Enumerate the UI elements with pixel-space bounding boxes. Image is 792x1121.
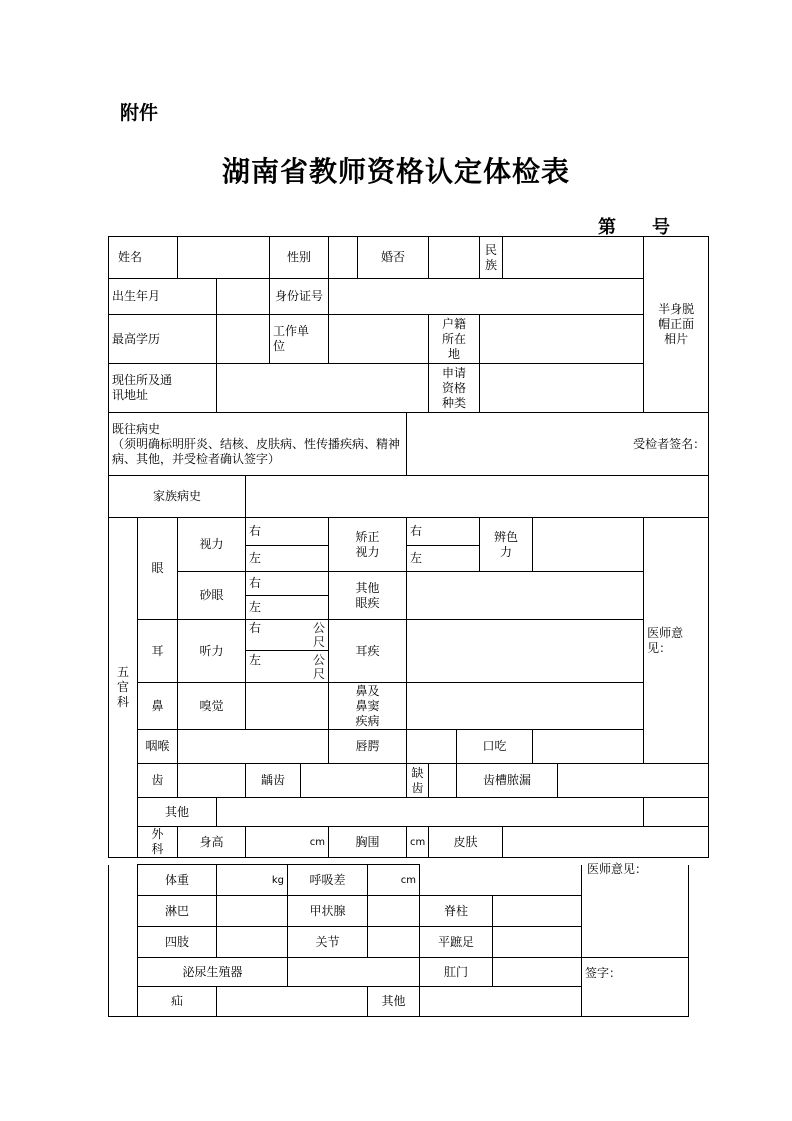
past-history-label [109,413,407,476]
corrected-right-label: 右 [407,518,480,546]
surgery-sign-cell[interactable] [582,958,689,1017]
workplace-label: 工作单位 [270,315,329,364]
limbs-label: 四肢 [138,927,217,958]
trachoma-label: 砂眼 [178,572,246,620]
family-history-value[interactable] [246,476,709,518]
surgery-other-value[interactable] [420,987,582,1017]
household-value[interactable] [480,315,644,364]
past-history-note: （须明确标明肝炎、结核、皮肤病、性传播疾病、精神病、其他，并受检者确认签字） [112,436,401,466]
gender-label: 性别 [270,237,329,279]
facial-other-label: 其他 [138,798,217,827]
corrected-vision-label: 矫正视力 [329,518,407,572]
trachoma-left-label: 左 [246,596,329,620]
flatfoot-value[interactable] [493,927,582,958]
photo-box [644,237,709,413]
address-value[interactable] [217,364,429,413]
surgery-table [108,864,689,1017]
thyroid-label: 甲状腺 [288,896,368,927]
genital-label: 泌尿生殖器 [138,958,288,987]
eye-label: 眼 [138,518,178,620]
chest-unit: cm [410,836,426,848]
smell-value[interactable] [246,683,329,730]
nose-label: 鼻 [138,683,178,730]
patient-signature-label: 受检者签名： [633,436,706,451]
missing-teeth-value[interactable] [429,764,457,798]
ear-disease-label: 耳疾 [329,620,407,683]
vision-left-label: 左 [246,546,329,572]
facial-other-value[interactable] [217,798,644,827]
surgery-opinion-label: 医师意见： [587,862,648,876]
surgery-other-label: 其他 [368,987,420,1017]
sinus-label: 鼻及鼻窦疾病 [329,683,407,730]
missing-teeth-label: 缺齿 [407,764,429,798]
serial-hao: 号 [652,217,670,238]
lymph-value[interactable] [217,896,288,927]
marital-label: 婚否 [358,237,429,279]
other-eye-value[interactable] [407,572,644,620]
gender-value[interactable] [329,237,358,279]
smell-label: 嗅觉 [178,683,246,730]
facial-opinion-cell[interactable] [644,518,709,764]
name-label: 姓名 [118,250,143,264]
thyroid-value[interactable] [368,896,420,927]
stutter-label: 口吃 [457,730,533,764]
surgery-sign-label: 签字： [585,966,622,980]
exam-form-table [108,236,709,858]
serial-di: 第 [598,217,616,238]
birth-value[interactable] [217,279,270,315]
facial-section-label: 五官科 [109,518,138,858]
anus-value[interactable] [493,958,582,987]
other-eye-label: 其他眼疾 [329,572,407,620]
joints-label: 关节 [288,927,368,958]
id-card-value[interactable] [329,279,644,315]
education-value[interactable] [217,315,270,364]
page-title: 湖南省教师资格认定体检表 [221,155,570,188]
name-value[interactable] [178,237,270,279]
surgery-opinion-cell[interactable] [582,865,689,958]
qualification-value[interactable] [480,364,644,413]
education-label: 最高学历 [109,315,217,364]
genital-value[interactable] [288,958,420,987]
height-value[interactable] [246,827,329,858]
ear-label: 耳 [138,620,178,683]
ethnicity-label: 民族 [480,237,503,279]
qualification-label: 申请资格种类 [429,364,480,413]
past-history-title: 既往病史 [112,421,161,436]
gum-value[interactable] [558,764,709,798]
weight-value[interactable] [217,865,288,896]
family-history-label: 家族病史 [109,476,246,518]
hearing-right-cell: 右 公尺 [246,620,329,651]
spine-value[interactable] [493,896,582,927]
corrected-left-label: 左 [407,546,480,572]
attachment-label: 附件 [120,102,159,124]
gum-label: 齿槽脓漏 [457,764,558,798]
workplace-value[interactable] [329,315,429,364]
color-vision-value[interactable] [533,518,644,572]
name-label-cell [109,237,178,279]
teeth-label: 齿 [138,764,178,798]
throat-label: 咽喉 [138,730,178,764]
color-vision-label: 辨色力 [480,518,533,572]
surgery-section-continue [109,865,138,1017]
weight-unit: kg [271,874,284,886]
marital-value[interactable] [429,237,480,279]
household-label: 户籍所在地 [429,315,480,364]
flatfoot-label: 平蹠足 [420,927,493,958]
anus-label: 肛门 [420,958,493,987]
skin-value[interactable] [503,827,709,858]
chest-value[interactable] [407,827,429,858]
weight-label: 体重 [138,865,217,896]
height-label: 身高 [178,827,246,858]
hernia-value[interactable] [217,987,368,1017]
spine-label: 脊柱 [420,896,493,927]
address-label: 现住所及通讯地址 [109,364,217,413]
id-card-label: 身份证号 [270,279,329,315]
lip-value[interactable] [407,730,457,764]
lip-label: 唇腭 [329,730,407,764]
chest-label: 胸围 [329,827,407,858]
limbs-value[interactable] [217,927,288,958]
stutter-value[interactable] [533,730,644,764]
hearing-left-cell: 左 公尺 [246,651,329,683]
height-unit: cm [309,836,326,848]
vision-right-label: 右 [246,518,329,546]
birth-label: 出生年月 [109,279,217,315]
breath-label: 呼吸差 [288,865,368,896]
photo-label: 半身脱帽正面相片 [658,302,695,346]
caries-label: 龋齿 [246,764,301,798]
hearing-label: 听力 [178,620,246,683]
ear-disease-value[interactable] [407,620,644,683]
breath-value[interactable] [368,865,420,896]
teeth-value[interactable] [178,764,246,798]
ethnicity-value[interactable] [503,237,644,279]
patient-signature-cell[interactable] [407,413,709,476]
breath-unit: cm [400,874,416,886]
hernia-label: 疝 [138,987,217,1017]
surgery-section-label: 外科 [138,827,178,858]
lymph-label: 淋巴 [138,896,217,927]
skin-continue [420,865,582,896]
trachoma-right-label: 右 [246,572,329,596]
caries-value[interactable] [301,764,407,798]
vision-label: 视力 [178,518,246,572]
joints-value[interactable] [368,927,420,958]
skin-label: 皮肤 [429,827,503,858]
throat-value[interactable] [178,730,329,764]
facial-opinion-label: 医师意见： [647,625,684,655]
sinus-value[interactable] [407,683,644,730]
